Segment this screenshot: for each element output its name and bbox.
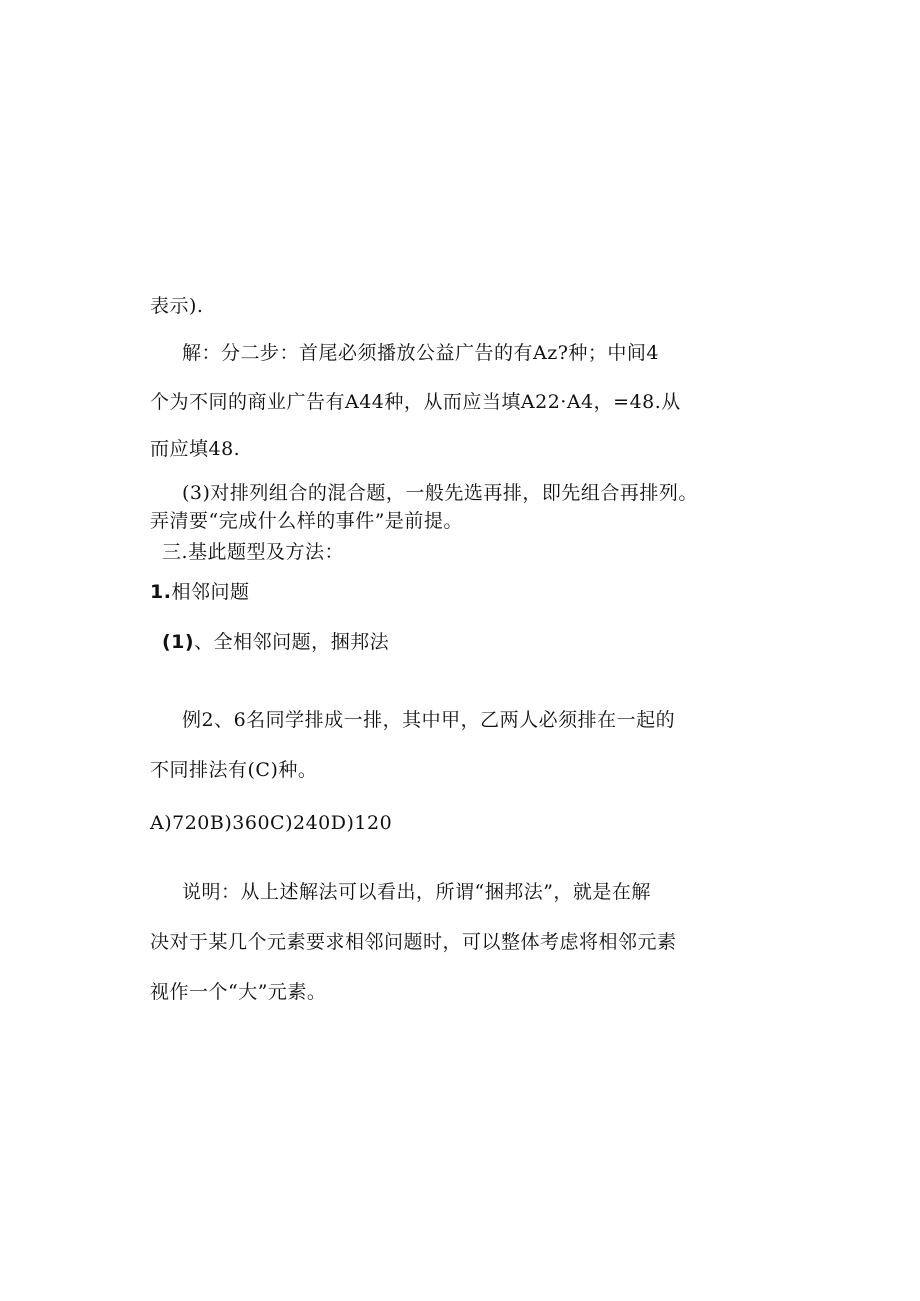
section-heading: 三.基此题型及方法：: [162, 541, 345, 563]
explanation-line-3: 视作一个“大”元素。: [150, 981, 327, 1003]
subheading-number: (1): [162, 631, 195, 653]
text-line-4: 而应填48.: [150, 438, 241, 460]
text-line-1: 表示).: [150, 295, 204, 317]
text-line-6: 弄清要“完成什么样的事件”是前提。: [150, 510, 463, 532]
heading-text: 相邻问题: [171, 581, 250, 603]
heading-number: 1.: [150, 581, 172, 603]
text-line-5: (3)对排列组合的混合题，一般先选再排，即先组合再排列。: [182, 482, 698, 504]
example-line-1: 例2、6名同学排成一排，其中甲，乙两人必须排在一起的: [182, 709, 676, 731]
subsubsection-heading: [162, 630, 389, 654]
subheading-text: 、全相邻问题，捆邦法: [194, 631, 390, 653]
explanation-line-2: 决对于某几个元素要求相邻问题时，可以整体考虑将相邻元素: [150, 931, 677, 953]
text-line-2: 解：分二步：首尾必须播放公益广告的有Az?种；中间4: [182, 342, 660, 364]
subsection-heading: [150, 580, 249, 604]
text-line-3: 个为不同的商业广告有A44种，从而应当填A22·A4，=48.从: [150, 391, 681, 413]
explanation-line-1: 说明：从上述解法可以看出，所谓“捆邦法”，就是在解: [182, 881, 651, 903]
example-line-2: 不同排法有(C)种。: [150, 759, 318, 781]
answer-options: A)720B)360C)240D)120: [150, 812, 393, 834]
